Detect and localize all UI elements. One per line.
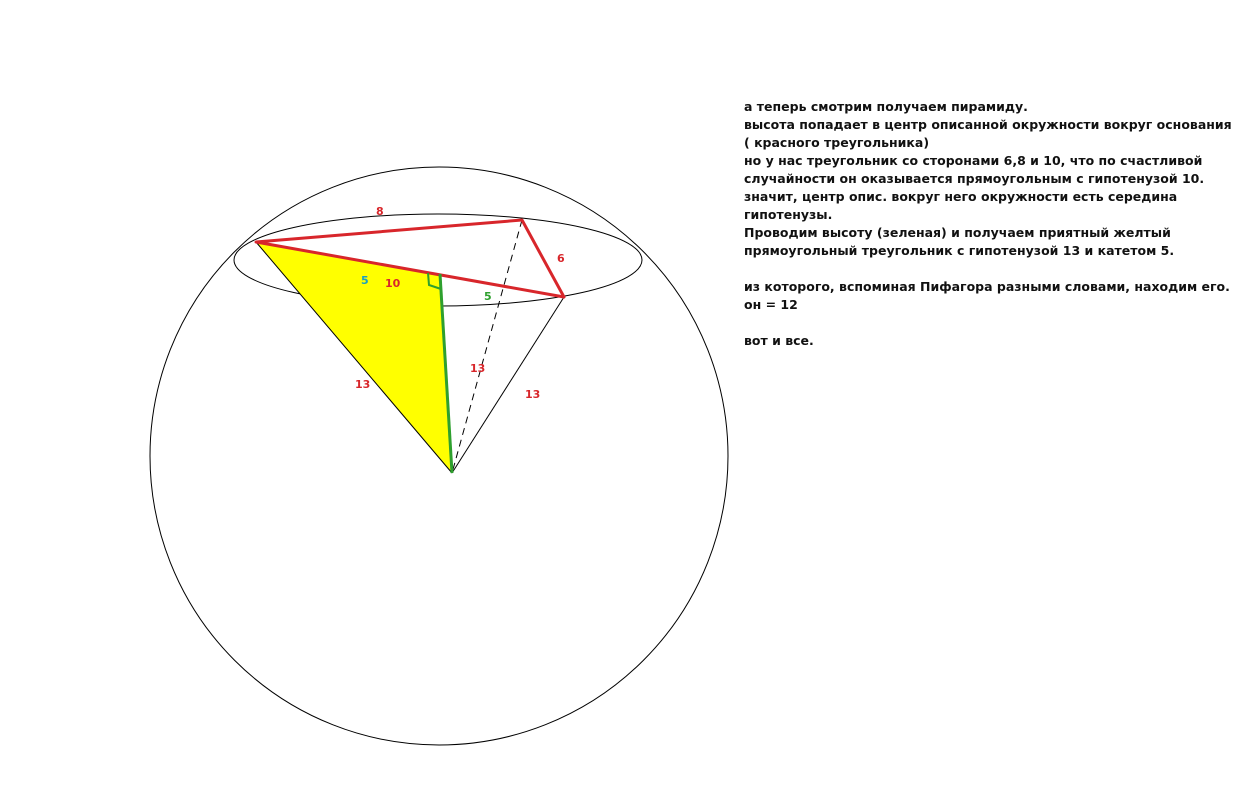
label-half-left-5: 5 <box>361 274 369 287</box>
explanation-line: а теперь смотрим получаем пирамиду. <box>744 99 1028 114</box>
explanation-line: значит, центр опис. вокруг него окружности есть середина <box>744 189 1178 204</box>
explanation-text <box>744 98 1232 350</box>
explanation-blank-line <box>744 260 1224 278</box>
label-half-right-5: 5 <box>484 290 492 303</box>
label-side-6: 6 <box>557 252 565 265</box>
label-side-8: 8 <box>376 205 384 218</box>
explanation-line: ( красного треугольника) <box>744 135 930 150</box>
explanation-line: он = 12 <box>744 297 798 312</box>
explanation-line: гипотенузы. <box>744 207 833 222</box>
label-edge-mid-13: 13 <box>470 362 486 375</box>
label-edge-left-13: 13 <box>355 378 371 391</box>
explanation-line: но у нас треугольник со сторонами 6,8 и 10, что по счастливой <box>744 153 1203 168</box>
explanation-line: высота попадает в центр описанной окружности вокруг основания <box>744 117 1232 132</box>
label-hypotenuse-10: 10 <box>385 277 401 290</box>
explanation-line: случайности он оказывается прямоугольным с гипотенузой 10. <box>744 171 1205 186</box>
explanation-blank-line <box>744 314 1224 332</box>
explanation-line: из которого, вспоминая Пифагора разными словами, находим его. <box>744 279 1230 294</box>
explanation-line: вот и все. <box>744 333 814 348</box>
edge-back-dashed <box>452 220 522 473</box>
explanation-line: прямоугольный треугольник с гипотенузой 13 и катетом 5. <box>744 243 1175 258</box>
edge-right <box>452 297 564 473</box>
label-edge-right-13: 13 <box>525 388 541 401</box>
explanation-line: Проводим высоту (зеленая) и получаем приятный желтый <box>744 225 1171 240</box>
